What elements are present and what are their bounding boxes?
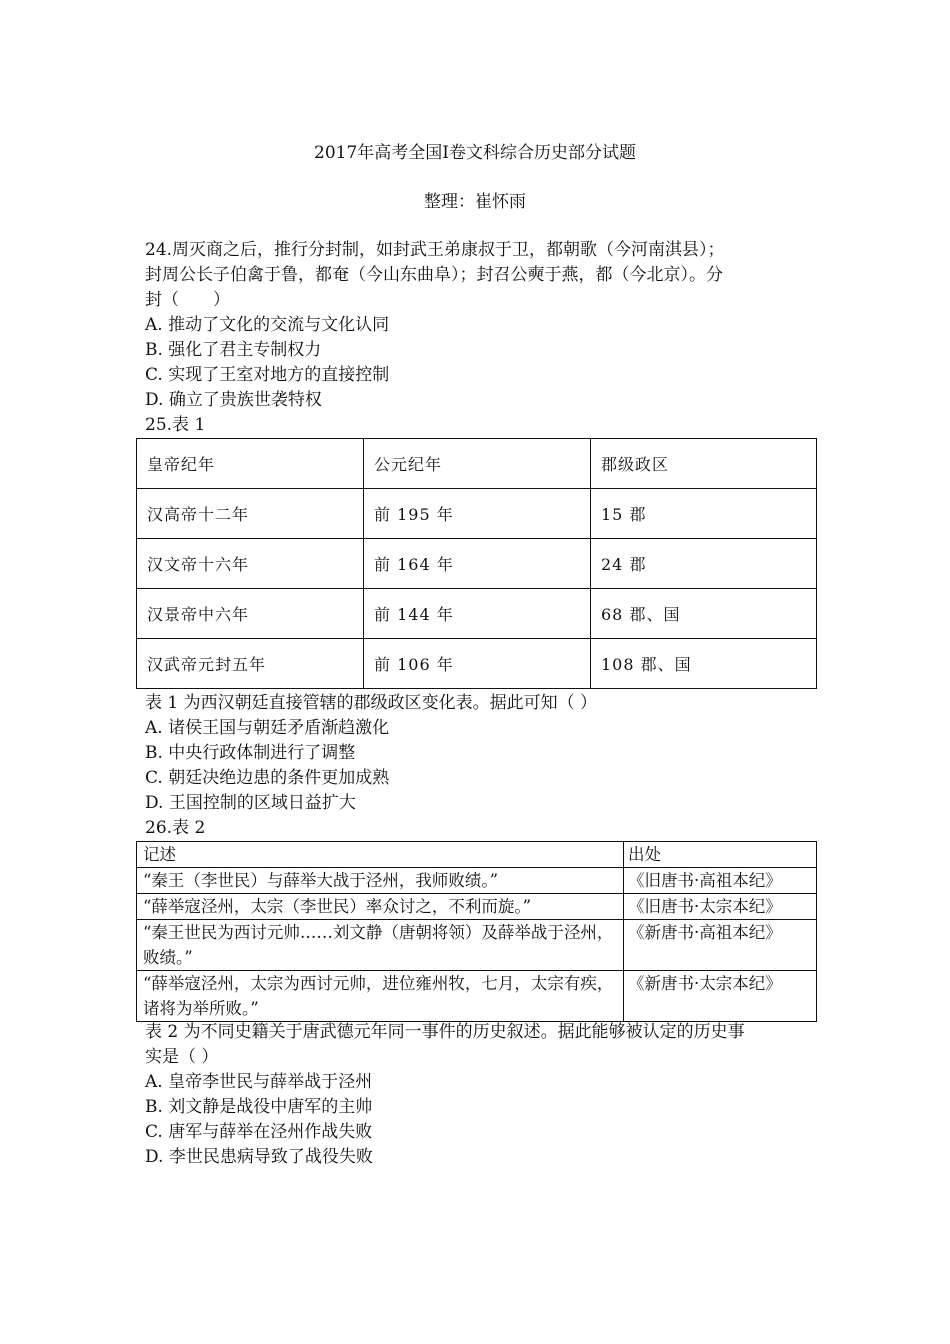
question-25 <box>145 691 817 841</box>
question-26 <box>145 1020 817 1170</box>
table-cell: 汉武帝元封五年 <box>137 639 364 689</box>
table-cell: “秦王（李世民）与薛举大战于泾州，我师败绩。” <box>137 868 624 894</box>
table-row <box>137 894 817 920</box>
option-c: C. 朝廷决绝边患的条件更加成熟 <box>145 768 390 788</box>
question-24 <box>145 238 817 438</box>
table-cell: 15 郡 <box>591 489 817 539</box>
question-stem-line: 封（ ） <box>145 290 230 310</box>
table-label: 25.表 1 <box>145 415 206 435</box>
option-a: A. 推动了文化的交流与文化认同 <box>145 315 390 335</box>
table-cell: 前 144 年 <box>364 589 591 639</box>
table-cell: 汉景帝中六年 <box>137 589 364 639</box>
table-1 <box>136 438 817 689</box>
table-cell: 《旧唐书·太宗本纪》 <box>624 894 817 920</box>
question-stem-line: 表 2 为不同史籍关于唐武德元年同一事件的历史叙述。据此能够被认定的历史事 <box>145 1022 745 1042</box>
table-cell: 68 郡、国 <box>591 589 817 639</box>
table-cell: “薛举寇泾州，太宗（李世民）率众讨之，不利而旋。” <box>137 894 624 920</box>
table-row <box>137 539 817 589</box>
table-header-cell: 记述 <box>137 842 624 868</box>
option-a: A. 皇帝李世民与薛举战于泾州 <box>145 1072 373 1092</box>
table-cell: 《新唐书·太宗本纪》 <box>624 971 817 1022</box>
page-title: 2017年高考全国Ⅰ卷文科综合历史部分试题 <box>314 143 636 163</box>
table-cell: 24 郡 <box>591 539 817 589</box>
table-row <box>137 639 817 689</box>
table-cell: 前 164 年 <box>364 539 591 589</box>
option-d: D. 确立了贵族世袭特权 <box>145 390 322 410</box>
table-cell: 前 106 年 <box>364 639 591 689</box>
table-header-cell: 郡级政区 <box>591 439 817 489</box>
compiler-credit: 整理：崔怀雨 <box>424 192 526 212</box>
table-header-cell: 皇帝纪年 <box>137 439 364 489</box>
table-cell: “薛举寇泾州，太宗为西讨元帅，进位雍州牧，七月，太宗有疾，诸将为举所败。” <box>137 971 624 1022</box>
table-2 <box>136 841 817 1022</box>
table-cell: 汉高帝十二年 <box>137 489 364 539</box>
option-c: C. 实现了王室对地方的直接控制 <box>145 365 390 385</box>
question-stem-line: 24.周灭商之后，推行分封制，如封武王弟康叔于卫，都朝歌（今河南淇县）； <box>145 240 725 260</box>
table-row <box>137 589 817 639</box>
question-stem-line: 封周公长子伯禽于鲁，都奄（今山东曲阜）；封召公奭于燕，都（今北京）。分 <box>145 265 723 285</box>
table-cell: 《新唐书·高祖本纪》 <box>624 920 817 971</box>
table-row <box>137 920 817 971</box>
option-d: D. 李世民患病导致了战役失败 <box>145 1147 373 1167</box>
table-cell: 前 195 年 <box>364 489 591 539</box>
table-header-row <box>137 439 817 489</box>
option-a: A. 诸侯王国与朝廷矛盾渐趋激化 <box>145 718 390 738</box>
table-header-cell: 出处 <box>624 842 817 868</box>
table-header-cell: 公元纪年 <box>364 439 591 489</box>
table-cell: 《旧唐书·高祖本纪》 <box>624 868 817 894</box>
table-cell: 108 郡、国 <box>591 639 817 689</box>
question-stem-line: 实是（ ） <box>145 1047 219 1067</box>
option-b: B. 中央行政体制进行了调整 <box>145 743 356 763</box>
question-stem-line: 表 1 为西汉朝廷直接管辖的郡级政区变化表。据此可知（ ） <box>145 693 598 713</box>
table-row <box>137 868 817 894</box>
table-label: 26.表 2 <box>145 818 206 838</box>
table-row <box>137 971 817 1022</box>
table-cell: “秦王世民为西讨元帅……刘文静（唐朝将领）及薛举战于泾州，败绩。” <box>137 920 624 971</box>
option-c: C. 唐军与薛举在泾州作战失败 <box>145 1122 373 1142</box>
option-b: B. 强化了君主专制权力 <box>145 340 322 360</box>
table-row <box>137 489 817 539</box>
table-cell: 汉文帝十六年 <box>137 539 364 589</box>
table-header-row <box>137 842 817 868</box>
option-d: D. 王国控制的区域日益扩大 <box>145 793 356 813</box>
option-b: B. 刘文静是战役中唐军的主帅 <box>145 1097 373 1117</box>
